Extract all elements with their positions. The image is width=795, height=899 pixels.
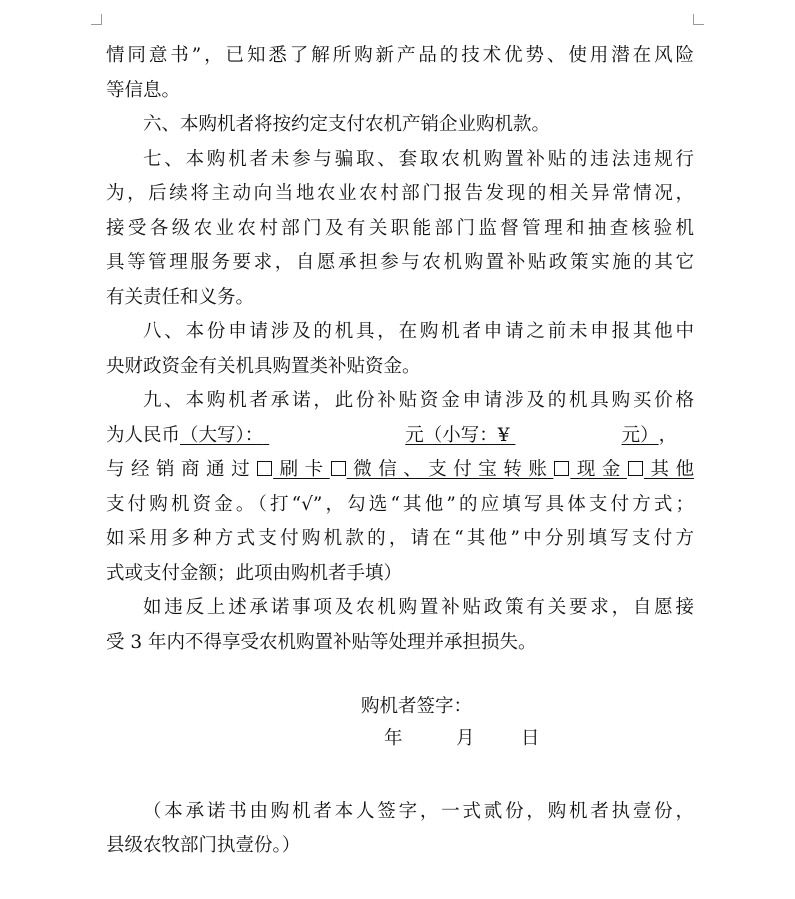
text-line: 受 3 年内不得享受农机购置补贴等处理并承担损失。: [106, 631, 537, 653]
margin-corner-mark-right: [693, 14, 704, 25]
payment-options: [256, 459, 694, 480]
text-line: 央财政资金有关机具购置类补贴资金。: [106, 355, 421, 377]
text-line: 式或支付金额；此项由购机者手填）: [106, 562, 403, 584]
price-yuan-2: 元）: [621, 424, 659, 446]
text-line: 有关责任和义务。: [106, 286, 255, 308]
cash-checkbox[interactable]: [554, 461, 569, 476]
card-option-label: 刷卡: [273, 459, 330, 480]
clause-8: 八、本份申请涉及的机具，在购机者申请之前未申报其他中: [143, 321, 694, 342]
lowercase-amount-field[interactable]: [510, 419, 622, 454]
uppercase-amount-field[interactable]: [263, 419, 405, 454]
footnote-line: 县级农牧部门执壹份。）: [106, 835, 301, 856]
clause-7: 七、本购机者未参与骗取、套取农机购置补贴的违法违规行: [143, 148, 694, 170]
other-checkbox[interactable]: [628, 461, 643, 476]
text-line: 具等管理服务要求，自愿承担参与农机购置补贴政策实施的其它: [106, 252, 694, 273]
text-line: 等信息。: [106, 79, 181, 101]
wechat-alipay-option-label: 微信、支付宝转账: [346, 459, 554, 480]
price-open: （大写）：: [180, 424, 264, 446]
footnote-line: （本承诺书由购机者本人签字，一式贰份，购机者执壹份，: [143, 801, 694, 822]
text-line: 接受各级农业农村部门及有关职能部门监督管理和抽查核验机: [106, 217, 694, 239]
price-prefix: 为人民币: [106, 424, 181, 446]
document-body: [106, 39, 694, 660]
price-yuan-1: 元（小写：¥: [405, 424, 510, 446]
price-line: [106, 419, 694, 454]
card-checkbox[interactable]: [257, 461, 272, 476]
text-line: 支付购机资金。（打“√”，勾选“其他”的应填写具体支付方式；: [106, 493, 694, 515]
other-option-label: 其他: [643, 459, 694, 480]
price-end: ，: [658, 424, 678, 446]
violation-clause: 如违反上述承诺事项及农机购置补贴政策有关要求，自愿接: [143, 597, 694, 618]
payment-line: [106, 453, 694, 488]
signature-block: [361, 690, 472, 724]
text-line: 为，后续将主动向当地农业农村部门报告发现的相关异常情况，: [106, 183, 694, 204]
margin-corner-mark-left: [91, 14, 102, 25]
signature-label: 购机者签字：: [361, 696, 473, 717]
clause-6: 六、本购机者将按约定支付农机产销企业购机款。: [143, 114, 551, 135]
text-line: 如采用多种方式支付购机款的，请在“其他”中分别填写支付方: [106, 528, 694, 549]
footnote: [106, 795, 694, 863]
date-year-label: 年: [384, 728, 403, 749]
date-month-label: 月: [456, 728, 475, 749]
wechat-alipay-checkbox[interactable]: [331, 461, 346, 476]
payment-prefix: 与经销商通过: [106, 459, 257, 480]
cash-option-label: 现金: [570, 459, 627, 480]
clause-9: 九、本购机者承诺，此份补贴资金申请涉及的机具购买价格: [143, 390, 694, 411]
text-line: 情同意书”，已知悉了解所购新产品的技术优势、使用潜在风险: [106, 45, 694, 66]
date-day-label: 日: [521, 728, 540, 749]
